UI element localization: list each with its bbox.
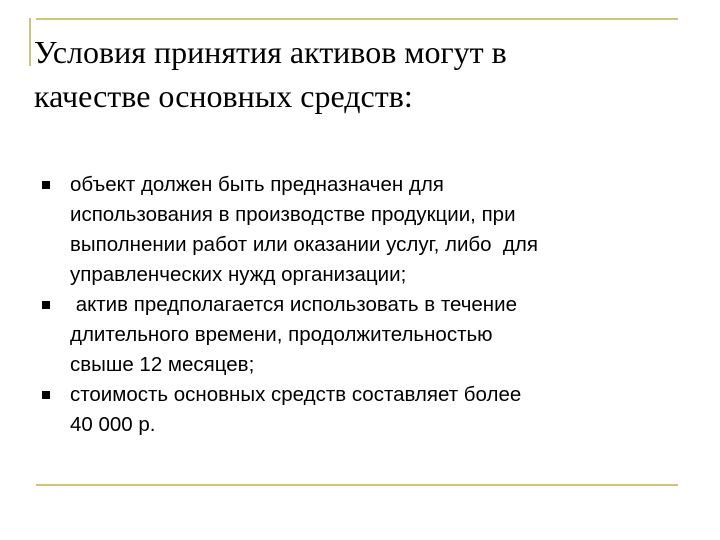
slide-title bbox=[34, 30, 674, 118]
square-bullet-icon bbox=[42, 301, 50, 309]
bullet-line: объект должен быть предназначен для bbox=[70, 173, 444, 196]
square-bullet-icon bbox=[42, 391, 50, 399]
bullet-text bbox=[70, 380, 682, 440]
bullet-list bbox=[42, 170, 682, 440]
bullet-line: управленческих нужд организации; bbox=[70, 263, 407, 286]
bullet-line: 40 000 р. bbox=[70, 413, 156, 436]
title-line: Условия принятия активов могут в bbox=[34, 34, 507, 70]
bullet-item bbox=[42, 290, 682, 380]
bullet-text bbox=[70, 290, 682, 380]
left-rule bbox=[29, 18, 31, 66]
bullet-line: выполнении работ или оказании услуг, либо для bbox=[70, 233, 538, 256]
bullet-line: стоимость основных средств составляет более bbox=[70, 383, 522, 406]
bullet-text bbox=[70, 170, 682, 290]
bullet-line: свыше 12 месяцев; bbox=[70, 353, 255, 376]
title-line: качестве основных средств: bbox=[34, 78, 413, 114]
bullet-line: использования в производстве продукции, при bbox=[70, 203, 516, 226]
top-rule bbox=[36, 18, 678, 20]
square-bullet-icon bbox=[42, 181, 50, 189]
bullet-item bbox=[42, 170, 682, 290]
bullet-line: актив предполагается использовать в течение bbox=[70, 293, 517, 316]
bullet-line: длительного времени, продолжительностью bbox=[70, 323, 493, 346]
bottom-rule bbox=[36, 484, 678, 486]
bullet-item bbox=[42, 380, 682, 440]
